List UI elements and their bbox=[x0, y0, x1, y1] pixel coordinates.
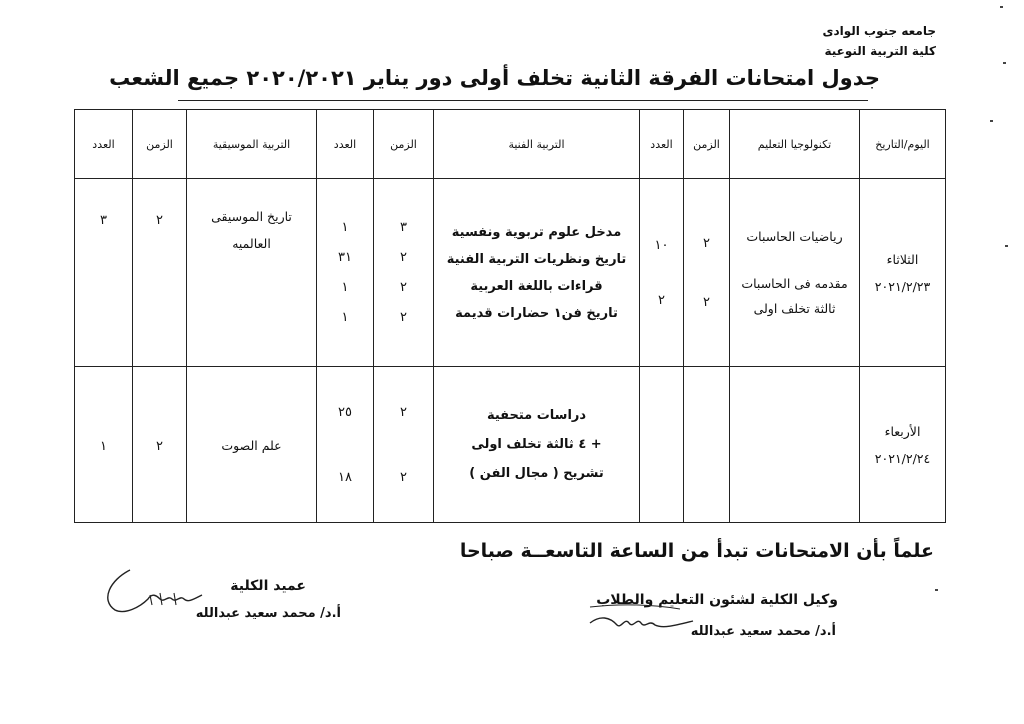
subject-text: مقدمه فى الحاسبات bbox=[741, 276, 848, 291]
edu-tech-cell bbox=[730, 367, 860, 523]
dean-title: عميد الكلية bbox=[230, 578, 306, 594]
title-underline bbox=[178, 100, 868, 101]
col-header-time: الزمن bbox=[684, 110, 730, 179]
dean-name: أ.د/ محمد سعيد عبدالله bbox=[195, 606, 341, 621]
count-value: ١ bbox=[341, 220, 349, 235]
count-value: ٣١ bbox=[338, 250, 352, 265]
time-value: ٢ bbox=[400, 250, 407, 265]
time-value: ٢ bbox=[400, 280, 407, 295]
count-cell bbox=[75, 179, 133, 367]
start-time-note: علماً بأن الامتحانات تبدأ من الساعة التاسعــة صباحا bbox=[459, 540, 934, 562]
subject-text: علم الصوت bbox=[221, 438, 282, 453]
day-date-cell bbox=[860, 179, 946, 367]
table-row bbox=[75, 179, 946, 367]
edu-tech-cell bbox=[730, 179, 860, 367]
time-cell bbox=[684, 179, 730, 367]
scan-speck bbox=[1005, 245, 1008, 247]
scan-speck bbox=[1003, 62, 1006, 64]
art-edu-cell bbox=[434, 367, 640, 523]
time-value: ٢ bbox=[156, 439, 163, 454]
count-cell bbox=[75, 367, 133, 523]
subject-text: قراءات باللغة العربية bbox=[470, 278, 603, 294]
day-date-cell bbox=[860, 367, 946, 523]
time-cell bbox=[374, 179, 434, 367]
col-header-time: الزمن bbox=[133, 110, 187, 179]
col-header-count: العدد bbox=[640, 110, 684, 179]
count-value: ١ bbox=[341, 310, 349, 325]
subject-text: تاريخ ونظريات التربية الفنية bbox=[446, 251, 627, 267]
time-value: ٢ bbox=[400, 310, 407, 325]
time-value: ٢ bbox=[400, 404, 407, 420]
time-cell bbox=[133, 367, 187, 523]
time-value: ٣ bbox=[400, 220, 407, 235]
count-value: ٢٥ bbox=[338, 404, 352, 420]
vice-dean-signature bbox=[585, 595, 700, 640]
subject-text: تاريخ الموسيقى bbox=[211, 209, 292, 224]
count-value: ٢ bbox=[658, 292, 665, 308]
col-header-time: الزمن bbox=[374, 110, 434, 179]
count-value: ٣ bbox=[100, 213, 107, 228]
date-label: ٢٠٢١/٢/٢٤ bbox=[874, 450, 931, 466]
count-cell bbox=[640, 179, 684, 367]
subject-text: + ٤ ثالثة تخلف اولى bbox=[471, 437, 602, 452]
count-value: ١٨ bbox=[338, 469, 352, 485]
university-name: جامعه جنوب الوادى bbox=[822, 24, 936, 38]
subject-text: ثالثة تخلف اولى bbox=[753, 301, 836, 316]
subject-text: تاريخ فن١ حضارات قديمة bbox=[455, 305, 618, 321]
col-header-count: العدد bbox=[75, 110, 133, 179]
time-value: ٢ bbox=[703, 235, 710, 251]
count-cell bbox=[640, 367, 684, 523]
exam-schedule-table bbox=[74, 109, 946, 523]
music-edu-cell bbox=[187, 179, 317, 367]
time-value: ٢ bbox=[156, 213, 163, 228]
time-cell bbox=[133, 179, 187, 367]
table-header-row bbox=[75, 110, 946, 179]
vice-dean-name: أ.د/ محمد سعيد عبدالله bbox=[690, 624, 836, 639]
subject-text: مدخل علوم تربوية ونفسية bbox=[451, 224, 622, 240]
count-cell bbox=[317, 367, 374, 523]
music-edu-cell bbox=[187, 367, 317, 523]
time-value: ٢ bbox=[400, 469, 407, 485]
subject-text: رياضيات الحاسبات bbox=[746, 229, 843, 244]
page-title: جدول امتحانات الفرقة الثانية تخلف أولى دور يناير ٢٠٢٠/٢٠٢١ جميع الشعب bbox=[109, 66, 880, 90]
scan-speck bbox=[1000, 6, 1003, 8]
count-value: ١ bbox=[100, 439, 107, 454]
day-label: الأربعاء bbox=[884, 423, 921, 439]
time-cell bbox=[374, 367, 434, 523]
count-value: ١٠ bbox=[654, 237, 669, 253]
col-header-edu-tech: تكنولوجيا التعليم bbox=[730, 110, 860, 179]
subject-text: العالميه bbox=[232, 236, 271, 251]
col-header-count: العدد bbox=[317, 110, 374, 179]
time-cell bbox=[684, 367, 730, 523]
table-row bbox=[75, 367, 946, 523]
subject-text: دراسات متحفية bbox=[486, 408, 587, 423]
col-header-day-date: اليوم/التاريخ bbox=[860, 110, 946, 179]
subject-text: تشريح ( مجال الفن ) bbox=[469, 466, 604, 481]
vice-dean-title: وكيل الكلية لشئون التعليم والطلاب bbox=[596, 592, 838, 608]
art-edu-cell bbox=[434, 179, 640, 367]
date-label: ٢٠٢١/٢/٢٣ bbox=[874, 278, 931, 294]
scan-speck bbox=[935, 589, 938, 591]
faculty-name: كلية التربية النوعية bbox=[824, 44, 936, 58]
col-header-art-edu: التربية الفنية bbox=[434, 110, 640, 179]
count-cell bbox=[317, 179, 374, 367]
day-label: الثلاثاء bbox=[886, 251, 919, 267]
col-header-music-edu: التربية الموسيقية bbox=[187, 110, 317, 179]
dean-signature bbox=[90, 565, 220, 620]
time-value: ٢ bbox=[703, 294, 710, 310]
count-value: ١ bbox=[341, 280, 349, 295]
scan-speck bbox=[990, 120, 993, 122]
